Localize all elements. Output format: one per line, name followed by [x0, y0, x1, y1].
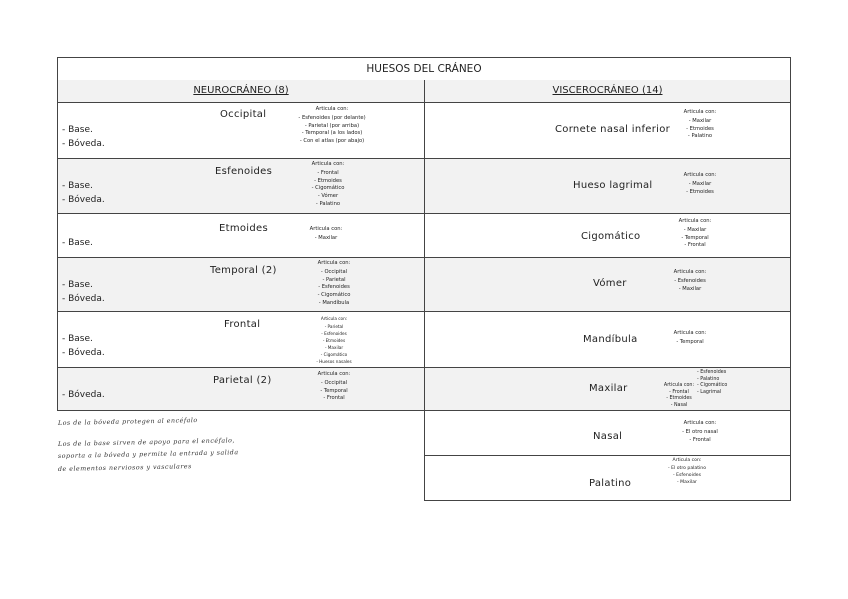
bone-name: Maxilar — [589, 383, 628, 394]
articulation-list — [308, 315, 360, 365]
articulation-list — [306, 371, 362, 403]
articulation-item: - Palatino — [697, 376, 720, 382]
bone-row-esfenoides — [58, 159, 424, 214]
part-label: - Bóveda. — [62, 388, 105, 402]
articulation-item: - Parietal (por arriba) — [280, 123, 384, 131]
articulation-header: Articula con: — [673, 330, 707, 336]
articulation-header: Articula con: — [683, 109, 717, 115]
bone-row-hueso-lagrimal — [425, 159, 790, 214]
articulation-item: - Etmoides — [666, 396, 692, 401]
neurocraneo-heading: NEUROCRÁNEO (8) — [58, 80, 424, 103]
articulation-item: - Palatino — [298, 201, 358, 209]
articulation-list-left — [663, 383, 695, 409]
articulation-list — [306, 260, 362, 308]
part-label: - Base. — [62, 332, 105, 346]
articulation-header: Articula con: — [673, 269, 707, 275]
articulation-item: - El otro nasal — [675, 429, 725, 437]
part-label: - Bóveda. — [62, 346, 105, 360]
articulation-list — [670, 218, 720, 250]
bone-name: Occipital — [220, 109, 267, 120]
articulation-item: - Frontal — [669, 389, 689, 395]
articulation-item: - Cigomático — [306, 292, 362, 300]
articulation-header: Articula con: — [315, 106, 349, 112]
handwritten-notes — [58, 418, 318, 476]
bone-row-temporal — [58, 258, 424, 312]
note-line: Los de la base sirven de apoyo para el encéfalo, — [57, 436, 236, 448]
note-line: de elementos nerviosos y vasculares — [57, 462, 192, 473]
articulation-header: Articula con: — [678, 218, 712, 224]
part-label: - Base. — [62, 278, 105, 292]
articulation-item: - Occipital — [306, 269, 362, 277]
articulation-item: - Etmoides — [675, 189, 725, 197]
articulation-header: Articula con: — [317, 260, 351, 266]
articulation-list — [665, 330, 715, 347]
articulation-header: Articula con: — [311, 161, 345, 167]
note-line: soporta a la bóveda y permite la entrada y salida — [57, 449, 239, 460]
articulation-item: - Frontal — [298, 170, 358, 178]
viscerocraneo-column — [424, 80, 791, 501]
articulation-item: - Maxilar — [298, 235, 354, 243]
articulation-item: - Temporal (a los lados) — [280, 130, 384, 138]
articulation-item: - Cigomático — [298, 185, 358, 193]
bone-row-parietal — [58, 368, 424, 411]
articulation-header: Articula con: — [309, 226, 343, 232]
bone-name: Frontal — [224, 319, 261, 330]
bone-row-frontal — [58, 312, 424, 368]
articulation-item: - Maxilar — [675, 118, 725, 126]
part-label: - Base. — [62, 236, 93, 250]
articulation-header: Articula con: — [683, 172, 717, 178]
articulation-item: - Frontal — [675, 437, 725, 445]
articulation-item: - Maxilar — [675, 181, 725, 189]
articulation-item: - Esfenoides — [663, 472, 711, 479]
articulation-item: - Maxilar — [665, 286, 715, 294]
bone-name: Parietal (2) — [213, 375, 272, 386]
articulation-list — [298, 161, 358, 209]
bone-parts — [62, 278, 105, 306]
articulation-item: - Maxilar — [670, 227, 720, 235]
articulation-list-right — [697, 370, 737, 396]
bone-row-mandibula — [425, 312, 790, 368]
articulation-item: - Cigomático — [308, 351, 360, 358]
part-label: - Bóveda. — [62, 193, 105, 207]
articulation-item: - Nasal — [670, 402, 688, 408]
bone-parts — [62, 332, 105, 360]
part-label: - Base. — [62, 123, 105, 137]
articulation-item: - Etmoides — [308, 337, 360, 344]
bone-name: Mandíbula — [583, 334, 638, 345]
bone-parts — [62, 123, 105, 151]
articulation-list — [665, 269, 715, 293]
bone-row-occipital — [58, 103, 424, 159]
bone-name: Esfenoides — [215, 166, 273, 177]
articulation-list — [663, 457, 711, 486]
articulation-item: - Mandíbula — [306, 300, 362, 308]
part-label: - Base. — [62, 179, 105, 193]
part-label: - Bóveda. — [62, 137, 105, 151]
table-title: HUESOS DEL CRÁNEO — [57, 57, 791, 81]
articulation-item: - Occipital — [306, 380, 362, 388]
articulation-item: - Palatino — [675, 133, 725, 141]
bone-name: Hueso lagrimal — [573, 180, 653, 191]
articulation-item: - Frontal — [670, 242, 720, 250]
articulation-list — [280, 106, 384, 146]
articulation-list — [675, 420, 725, 444]
bone-row-etmoides — [58, 214, 424, 258]
articulation-item: - Esfenoides — [308, 330, 360, 337]
articulation-header: Articula con: — [683, 420, 717, 426]
articulation-item: - Esfenoides (por delante) — [280, 115, 384, 123]
part-label: - Bóveda. — [62, 292, 105, 306]
bone-parts — [62, 388, 105, 402]
articulation-item: - Esfenoides — [665, 278, 715, 286]
articulation-item: - Temporal — [665, 339, 715, 347]
articulation-item: - Parietal — [306, 277, 362, 285]
articulation-list — [675, 109, 725, 141]
bone-name: Cigomático — [581, 231, 641, 242]
bone-parts — [62, 179, 105, 207]
bone-parts — [62, 236, 93, 250]
note-line: Los de la bóveda protegen al encéfalo — [57, 417, 198, 427]
articulation-item: - Temporal — [670, 235, 720, 243]
articulation-item: - Temporal — [306, 388, 362, 396]
articulation-list — [298, 226, 354, 243]
neurocraneo-column — [57, 80, 425, 411]
bone-name: Vómer — [593, 278, 627, 289]
bone-name: Etmoides — [219, 223, 268, 234]
bone-row-cigomatico — [425, 214, 790, 258]
articulation-item: - Parietal — [308, 323, 360, 330]
articulation-item: - Frontal — [306, 395, 362, 403]
viscerocraneo-heading: VISCEROCRÁNEO (14) — [425, 80, 790, 103]
bone-row-vomer — [425, 258, 790, 312]
articulation-item: - Etmoides — [298, 178, 358, 186]
articulation-header: Articula con: — [663, 383, 695, 388]
bone-row-palatino — [425, 456, 790, 501]
bone-row-cornete-nasal-inferior — [425, 103, 790, 159]
articulation-header: Articula con: — [672, 458, 702, 463]
articulation-item: - Huesos nasales — [308, 358, 360, 365]
bone-name: Nasal — [593, 431, 623, 442]
articulation-item: - Esfenoides — [306, 284, 362, 292]
articulation-item: - Con el atlas (por abajo) — [280, 138, 384, 146]
bone-name: Palatino — [589, 478, 632, 489]
articulation-item: - Cigomático — [697, 383, 728, 388]
articulation-item: - Maxilar — [308, 344, 360, 351]
articulation-item: - Etmoides — [675, 126, 725, 134]
articulation-item: - Maxilar — [663, 479, 711, 486]
articulation-item: - El otro palatino — [663, 465, 711, 472]
articulation-item: - Lagrimal — [697, 389, 722, 395]
bone-name: Cornete nasal inferior — [555, 124, 671, 135]
bone-row-nasal — [425, 411, 790, 456]
articulation-item: - Esfenoides — [697, 370, 727, 375]
bone-name: Temporal (2) — [210, 265, 277, 276]
articulation-header: Articula con: — [320, 316, 348, 321]
articulation-list — [675, 172, 725, 196]
articulation-header: Articula con: — [317, 371, 351, 377]
bone-row-maxilar — [425, 368, 790, 411]
articulation-item: - Vómer — [298, 193, 358, 201]
